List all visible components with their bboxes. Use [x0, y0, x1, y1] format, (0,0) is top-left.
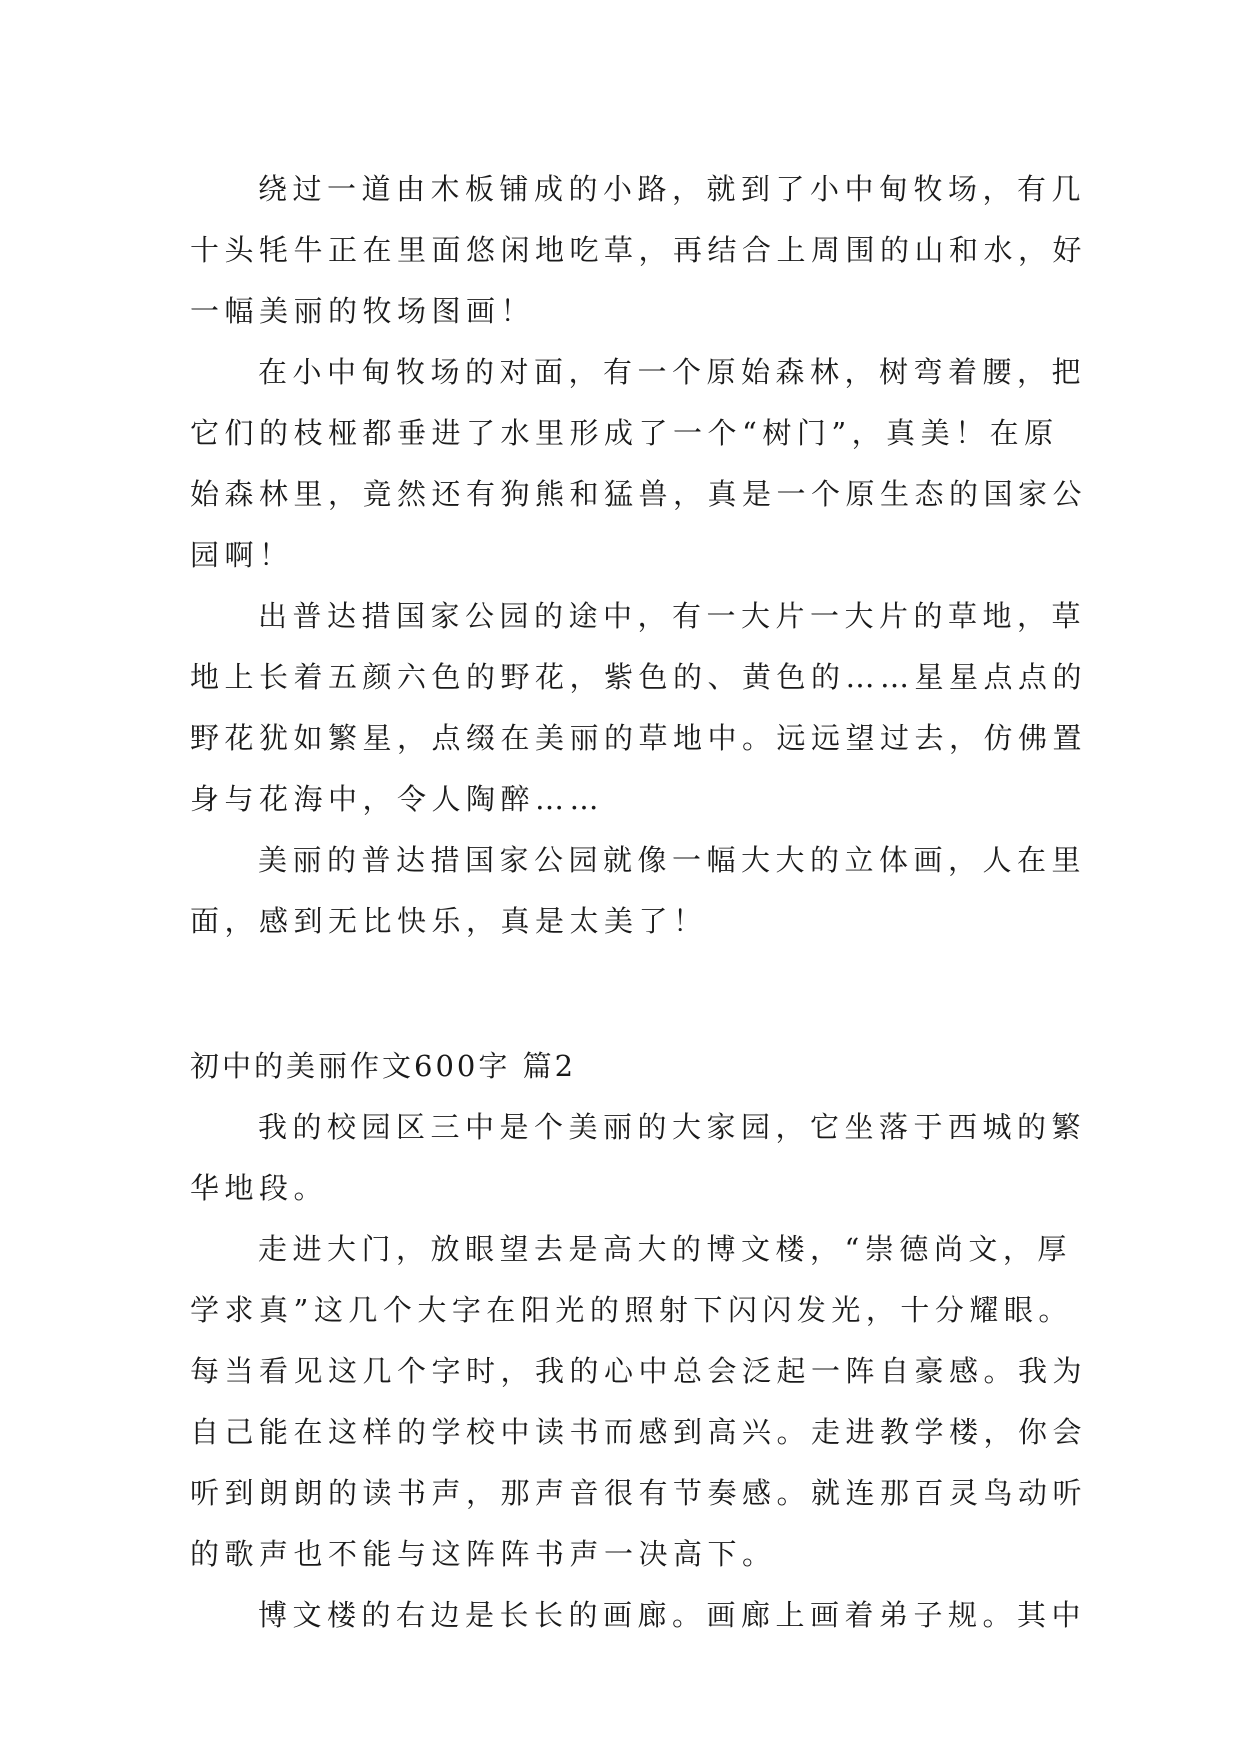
- text-line: 听到朗朗的读书声，那声音很有节奏感。就连那百灵鸟动听: [190, 1476, 1088, 1510]
- document-page: [190, 159, 1088, 1646]
- text-line: 学求真”这几个大字在阳光的照射下闪闪发光，十分耀眼。: [190, 1293, 1073, 1327]
- text-line: 博文楼的右边是长长的画廊。画廊上画着弟子规。其中: [258, 1598, 1087, 1632]
- text-line: 美丽的普达措国家公园就像一幅大大的立体画，人在里: [258, 843, 1087, 877]
- text-line: 在小中甸牧场的对面，有一个原始森林，树弯着腰，把: [258, 355, 1087, 389]
- section-spacer: [190, 952, 1070, 1036]
- text-line: 绕过一道由木板铺成的小路，就到了小中甸牧场，有几: [258, 172, 1087, 206]
- text-line: 地上长着五颜六色的野花，紫色的、黄色的……星星点点的: [190, 660, 1088, 694]
- paragraph: [190, 1585, 1087, 1646]
- text-line: 我的校园区三中是个美丽的大家园，它坐落于西城的繁: [258, 1110, 1087, 1144]
- text-line: 面，感到无比快乐，真是太美了！: [190, 904, 708, 938]
- paragraph: [190, 830, 1087, 952]
- text-line: 华地段。: [190, 1171, 329, 1205]
- text-line: 它们的枝桠都垂进了水里形成了一个“树门”，真美！在原: [190, 416, 1059, 450]
- paragraph: [190, 586, 1088, 830]
- text-line: 出普达措国家公园的途中，有一大片一大片的草地，草: [258, 599, 1087, 633]
- paragraph: [190, 159, 1088, 342]
- text-line: 园啊！: [190, 538, 294, 572]
- paragraph: [190, 342, 1088, 586]
- paragraph: [190, 1219, 1088, 1585]
- paragraph: [190, 1097, 1087, 1219]
- text-line: 野花犹如繁星，点缀在美丽的草地中。远远望过去，仿佛置: [190, 721, 1088, 755]
- text-line: 的歌声也不能与这阵阵书声一决高下。: [190, 1537, 777, 1571]
- text-line: 自己能在这样的学校中读书而感到高兴。走进教学楼，你会: [190, 1415, 1088, 1449]
- text-line: 走进大门，放眼望去是高大的博文楼，“崇德尚文，厚: [258, 1232, 1072, 1266]
- text-line: 一幅美丽的牧场图画！: [190, 294, 536, 328]
- text-line: 每当看见这几个字时，我的心中总会泛起一阵自豪感。我为: [190, 1354, 1088, 1388]
- text-line: 十头牦牛正在里面悠闲地吃草，再结合上周围的山和水，好: [190, 233, 1088, 267]
- section-heading: 初中的美丽作文600字 篇2: [190, 1049, 577, 1083]
- text-line: 始森林里，竟然还有狗熊和猛兽，真是一个原生态的国家公: [190, 477, 1088, 511]
- text-line: 身与花海中，令人陶醉……: [190, 782, 605, 816]
